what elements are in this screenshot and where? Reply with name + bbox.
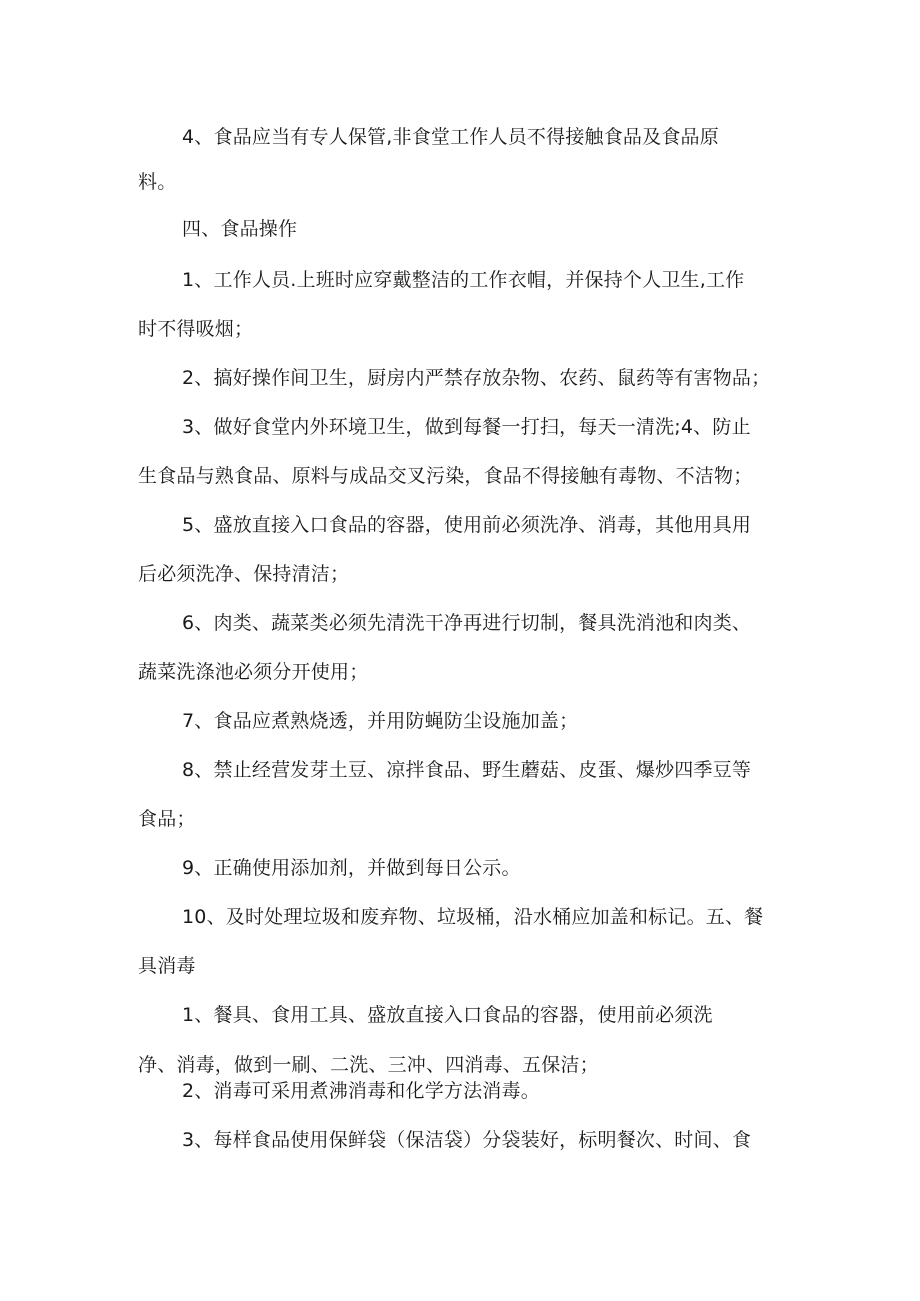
item-4-storage-line-2: 料。 <box>138 171 177 193</box>
section-heading-food-operation: 四、食品操作 <box>182 218 298 240</box>
item-10-waste-line-2: 具消毒 <box>138 955 196 977</box>
item-6-meat-vegetables-line-2: 蔬菜洗涤池必须分开使用； <box>138 661 369 683</box>
item-9-additives-line: 9、正确使用添加剂，并做到每日公示。 <box>182 857 521 879</box>
item-10-waste-line-1: 10、及时处理垃圾和废弃物、垃圾桶，沿水桶应加盖和标记。五、餐 <box>182 906 764 928</box>
item-8-prohibited-line-1: 8、禁止经营发芽土豆、凉拌食品、野生蘑菇、皮蛋、爆炒四季豆等 <box>182 759 752 781</box>
item-4-storage-line-1: 4、食品应当有专人保管,非食堂工作人员不得接触食品及食品原 <box>182 126 719 148</box>
item-3-environment-line-1: 3、做好食堂内外环境卫生，做到每餐一打扫，每天一清洗;4、防止 <box>182 416 751 438</box>
item-5-containers-line-1: 5、盛放直接入口食品的容器，使用前必须洗净、消毒，其他用具用 <box>182 514 752 536</box>
disinfection-item-1-line-1: 1、餐具、食用工具、盛放直接入口食品的容器，使用前必须洗 <box>182 1004 713 1026</box>
item-1-staff-line-1: 1、工作人员.上班时应穿戴整洁的工作衣帽，并保持个人卫生,工作 <box>182 269 745 291</box>
disinfection-item-1-line-2: 净、消毒，做到一刷、二洗、三冲、四消毒、五保洁； <box>138 1054 599 1076</box>
item-8-prohibited-line-2: 食品； <box>138 808 196 830</box>
disinfection-item-3-line: 3、每样食品使用保鲜袋（保洁袋）分袋装好，标明餐次、时间、食 <box>182 1129 752 1151</box>
item-7-cooking-line: 7、食品应煮熟烧透，并用防蝇防尘设施加盖； <box>182 710 579 732</box>
item-6-meat-vegetables-line-1: 6、肉类、蔬菜类必须先清洗干净再进行切制，餐具洗消池和肉类、 <box>182 612 752 634</box>
item-1-staff-line-2: 时不得吸烟； <box>138 318 254 340</box>
disinfection-item-2-line: 2、消毒可采用煮沸消毒和化学方法消毒。 <box>182 1080 540 1102</box>
item-5-containers-line-2: 后必须洗净、保持清洁； <box>138 563 350 585</box>
item-2-hygiene-line: 2、搞好操作间卫生，厨房内严禁存放杂物、农药、鼠药等有害物品； <box>182 367 771 389</box>
item-3-environment-line-2: 生食品与熟食品、原料与成品交叉污染，食品不得接触有毒物、不洁物； <box>138 465 753 487</box>
